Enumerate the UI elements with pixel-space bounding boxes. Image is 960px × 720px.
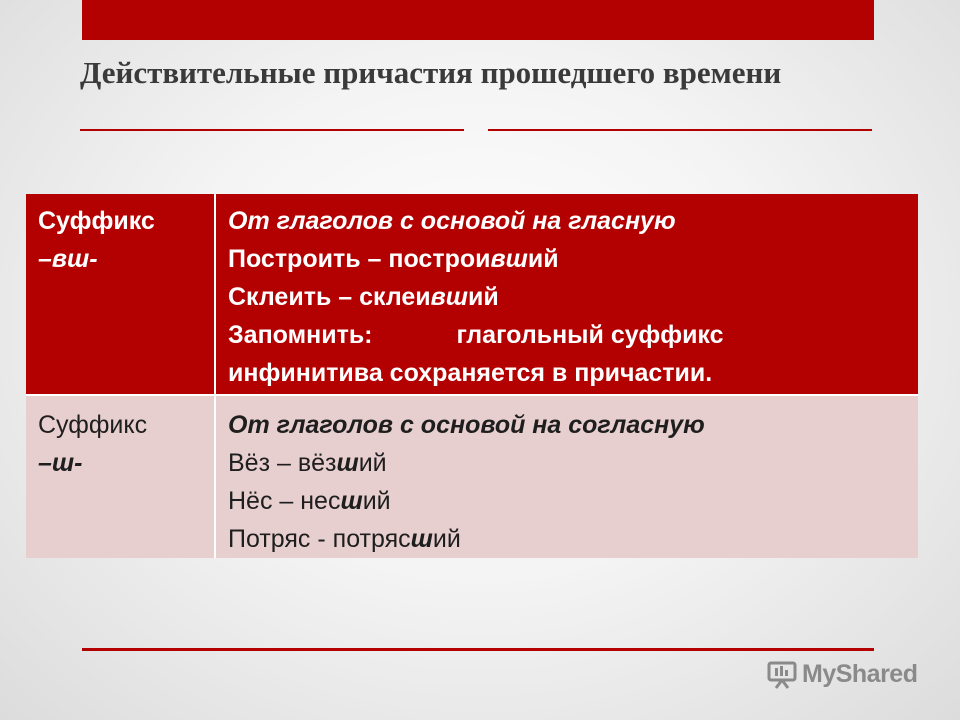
suffix-value: –вш- bbox=[38, 245, 98, 273]
rule-cell bbox=[215, 194, 918, 395]
suffix-cell bbox=[26, 395, 215, 558]
table-row bbox=[26, 194, 918, 395]
title-underline-left bbox=[80, 129, 464, 131]
note-text: глагольный суффикс bbox=[456, 321, 724, 349]
example-suffix: ш bbox=[340, 487, 363, 515]
myshared-watermark[interactable] bbox=[766, 656, 917, 692]
suffix-value: –ш- bbox=[38, 449, 83, 477]
example-stem: Склеить – склеи bbox=[228, 283, 431, 311]
example-line bbox=[228, 278, 906, 316]
example-stem: Нёс – нес bbox=[228, 487, 341, 515]
participle-table bbox=[26, 194, 918, 558]
rule-heading: От глаголов с основой на гласную bbox=[228, 207, 676, 235]
bottom-accent-line bbox=[82, 648, 874, 651]
example-suffix: ш bbox=[410, 525, 433, 553]
example-ending: ий bbox=[358, 449, 387, 477]
note-line-2: инфинитива сохраняется в причастии. bbox=[228, 359, 713, 387]
example-line bbox=[228, 240, 906, 278]
note-line bbox=[228, 316, 906, 354]
example-ending: ий bbox=[432, 525, 461, 553]
example-line bbox=[228, 482, 906, 520]
suffix-label: Суффикс bbox=[38, 411, 148, 439]
example-stem: Построить – построи bbox=[228, 245, 491, 273]
example-ending: ий bbox=[362, 487, 391, 515]
title-underline-right bbox=[488, 129, 872, 131]
table-row bbox=[26, 395, 918, 558]
watermark-text: MyShared bbox=[802, 659, 918, 688]
example-ending: ий bbox=[527, 245, 559, 273]
example-suffix: вш bbox=[490, 245, 528, 273]
suffix-label: Суффикс bbox=[38, 207, 155, 235]
example-stem: Вёз – вёз bbox=[228, 449, 337, 477]
top-accent-bar bbox=[82, 0, 874, 40]
rule-cell bbox=[215, 395, 918, 558]
suffix-cell bbox=[26, 194, 215, 395]
example-suffix: вш bbox=[430, 283, 468, 311]
rule-heading: От глаголов с основой на согласную bbox=[228, 411, 705, 439]
example-line bbox=[228, 520, 906, 558]
presentation-board-icon bbox=[766, 658, 798, 690]
example-suffix: ш bbox=[336, 449, 359, 477]
slide-title: Действительные причастия прошедшего времени bbox=[80, 55, 782, 90]
note-label: Запомнить: bbox=[228, 321, 373, 349]
example-stem: Потряс - потряс bbox=[228, 525, 411, 553]
example-ending: ий bbox=[468, 283, 499, 311]
example-line bbox=[228, 444, 906, 482]
